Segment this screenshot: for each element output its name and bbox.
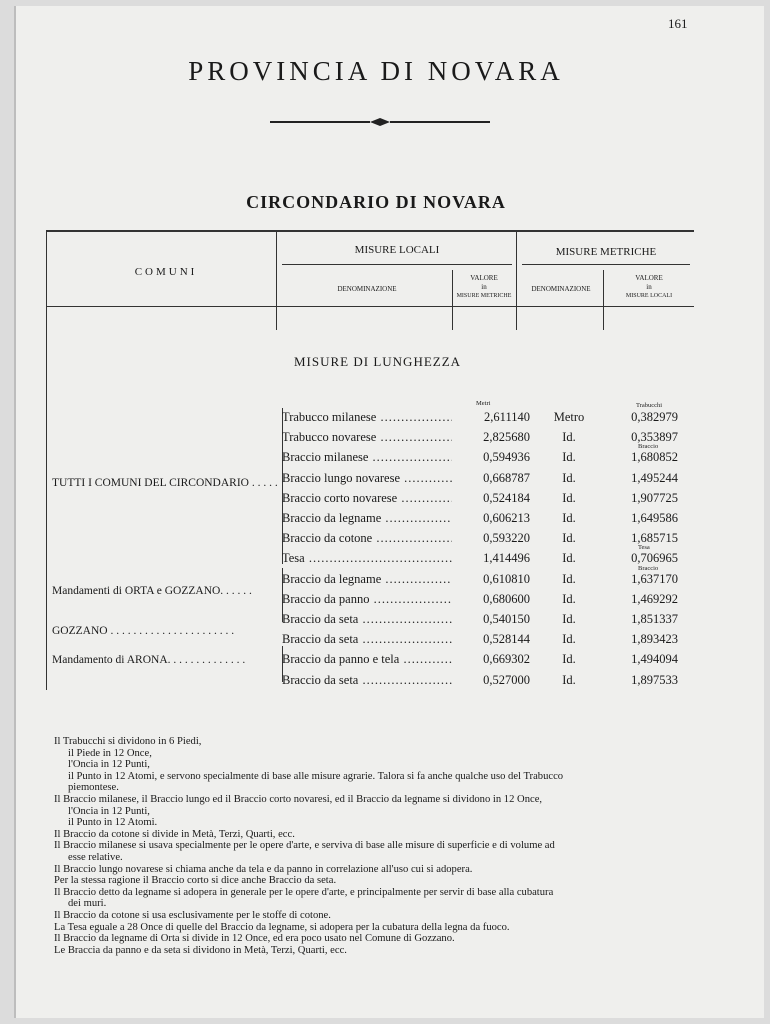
page-number: 161	[668, 16, 688, 31]
metric-unit: Id.	[562, 531, 576, 546]
metric-unit: Id.	[562, 511, 576, 525]
local-value: 0,353897	[631, 430, 678, 445]
unit-metri: Metri	[476, 400, 491, 407]
measure-name: Braccio da seta .....	[282, 673, 452, 688]
measure-name: Braccio da panno e tela .....	[282, 652, 452, 667]
table-row	[46, 410, 694, 428]
note-line: il Punto in 12 Atomi, e servono specialmente di base alle misure agrarie. Talora si fa anche qualche uso del Trabucco	[68, 770, 564, 782]
note-line: l'Oncia in 12 Punti,	[68, 805, 150, 817]
col-valore-local-line3: MISURE LOCALI	[625, 293, 673, 299]
measure-name: Braccio lungo novarese .....	[282, 471, 452, 486]
measure-name: Braccio milanese .....	[282, 450, 452, 465]
local-unit-note: Braccio	[638, 443, 659, 451]
note-line: La Tesa eguale a 28 Once di quelle del Braccio da legname, si adopera per la cubatura della legna da fuoco.	[54, 921, 510, 933]
local-value: 1,897533	[631, 672, 678, 687]
local-value: 1,893423	[631, 632, 678, 647]
metric-unit: Id.	[562, 571, 576, 586]
table-row	[46, 471, 694, 489]
note-line: dei muri.	[68, 898, 107, 910]
metric-unit: Id.	[562, 591, 576, 606]
note-line: piemontese.	[68, 782, 119, 794]
table-row	[46, 511, 694, 529]
metric-value: 0,606213	[483, 511, 530, 525]
ornament-divider	[270, 116, 490, 128]
note-line: il Punto in 12 Atomi.	[68, 817, 158, 829]
document-page	[14, 6, 764, 1018]
unit-trabucchi: Trabucchi	[636, 402, 663, 409]
table-row	[46, 544, 694, 569]
measure-name: Trabucco milanese .....	[282, 410, 452, 425]
metric-value: 0,528144	[483, 632, 530, 647]
note-line: Il Braccio milanese si usava specialmente per le opere d'arte, e serviva di base alle misure di superficie e di volume ad	[54, 840, 555, 852]
local-value: 1,637170	[631, 571, 678, 586]
metric-unit: Id.	[562, 652, 576, 667]
metric-unit: Id.	[562, 551, 576, 566]
col-valore-metric	[454, 274, 514, 301]
local-group-rule	[282, 264, 512, 265]
table-row	[46, 430, 694, 451]
note-line: Il Trabucchi si dividono in 6 Piedi,	[54, 736, 202, 747]
metric-unit: Id.	[562, 672, 576, 687]
local-value: 0,706965	[631, 551, 678, 566]
table-row	[46, 491, 694, 509]
note-line: esse relative.	[68, 851, 123, 863]
metric-group-rule	[522, 264, 690, 265]
metric-value: 0,669302	[483, 652, 530, 667]
table-row	[46, 443, 694, 468]
local-value: 1,495244	[631, 470, 678, 485]
local-value: 1,685715	[631, 531, 678, 546]
measure-name: Tesa .....	[282, 551, 452, 566]
metric-unit: Id.	[562, 612, 576, 626]
table-row	[46, 564, 694, 590]
table-row	[46, 592, 694, 610]
metric-unit: Id.	[562, 430, 576, 445]
comuni-divider	[276, 230, 277, 330]
col-valore-local-line1: VALORE	[635, 274, 663, 282]
local-value: 1,649586	[631, 511, 678, 525]
measure-name: Braccio corto novarese .....	[282, 491, 452, 506]
group-arona: Mandamento di ARONA. . . . . . . . . . . . . .	[52, 654, 246, 666]
note-line: Il Braccio da cotone si usa esclusivamente per le stoffe di cotone.	[54, 909, 331, 921]
section-misure-lunghezza: MISURE DI LUNGHEZZA	[294, 354, 462, 369]
footnotes	[54, 736, 676, 956]
col-valore-line1: VALORE	[470, 274, 498, 282]
metric-value: 0,594936	[483, 450, 530, 465]
metric-value: 2,611140	[484, 410, 530, 424]
local-value: 0,382979	[631, 410, 678, 424]
local-value: 1,907725	[631, 490, 678, 505]
local-value: 1,680852	[631, 450, 678, 465]
measure-name: Trabucco novarese .....	[282, 430, 452, 445]
table-top-rule	[46, 230, 694, 232]
col-group-metric: MISURE METRICHE	[555, 246, 657, 258]
metric-unit: Id.	[562, 450, 576, 465]
group-tutti-comuni: TUTTI I COMUNI DEL CIRCONDARIO . . . . .	[52, 477, 278, 489]
table-header-rule	[46, 306, 694, 307]
local-unit-note: Braccio	[638, 564, 659, 572]
metric-value: 0,668787	[483, 470, 530, 485]
note-line: il Piede in 12 Once,	[68, 747, 152, 759]
metric-unit: Id.	[562, 470, 576, 485]
metric-value: 0,524184	[483, 490, 530, 505]
metric-unit: Id.	[562, 632, 576, 647]
metric-value: 0,527000	[483, 672, 530, 687]
metric-value: 2,825680	[483, 430, 530, 445]
col-denominazione: DENOMINAZIONE	[337, 285, 397, 293]
note-line: l'Oncia in 12 Punti,	[68, 759, 150, 771]
measure-name: Braccio da panno .....	[282, 592, 452, 607]
metric-unit: Metro	[553, 410, 585, 424]
metric-value: 0,540150	[483, 612, 530, 626]
col-valore-line3: MISURE METRICHE	[456, 293, 512, 299]
table-row	[46, 632, 694, 650]
measure-name: Braccio da legname .....	[282, 572, 452, 587]
local-unit-note: Tesa	[638, 544, 650, 552]
measure-name: Braccio da seta .....	[282, 612, 452, 627]
metric-value: 0,680600	[483, 591, 530, 606]
metric-value: 1,414496	[483, 551, 530, 566]
section-heading: CIRCONDARIO DI NOVARA	[246, 192, 506, 212]
metric-value: 0,610810	[483, 571, 530, 586]
note-line: Il Braccio da legname di Orta si divide in 12 Once, ed era poco usato nel Comune di Gozzano.	[54, 933, 455, 945]
col-group-local: MISURE LOCALI	[354, 244, 440, 256]
note-line: Il Braccio da cotone si divide in Metà, Terzi, Quarti, ecc.	[54, 828, 295, 840]
table-row	[46, 531, 694, 552]
metric-col-divider	[603, 270, 604, 330]
measure-name: Braccio da legname .....	[282, 511, 452, 526]
metric-unit: Id.	[562, 490, 576, 505]
denom-valore-divider	[452, 270, 453, 330]
note-line: Per la stessa ragione il Braccio corto si dice anche Braccio da seta.	[54, 875, 337, 887]
col-valore-local-line2: in	[646, 283, 652, 291]
table-row	[46, 612, 694, 630]
page-title: PROVINCIA DI NOVARA	[188, 56, 564, 86]
measure-name: Braccio da cotone .....	[282, 531, 452, 546]
note-line: Le Braccia da panno e da seta si dividono in Metà, Terzi, Quarti, ecc.	[54, 944, 347, 956]
col-denominazione-metric: DENOMINAZIONE	[531, 285, 591, 293]
measures-table	[46, 230, 694, 690]
col-comuni: COMUNI	[134, 266, 198, 278]
local-value: 1,851337	[631, 612, 678, 626]
note-line: Il Braccio lungo novarese si chiama anche da tela e da panno in correlazione all'uso cui si adopera.	[54, 863, 473, 875]
note-line: Il Braccio milanese, il Braccio lungo ed il Braccio corto novaresi, ed il Braccio da legname si dividono in 12 Once,	[54, 793, 543, 805]
local-value: 1,469292	[631, 591, 678, 606]
note-line: Il Braccio detto da legname si adopera in generale per le opere d'arte, e principalmente per servir di base alla cubatura	[54, 886, 554, 898]
col-valore-local	[606, 274, 692, 301]
local-value: 1,494094	[631, 652, 678, 667]
table-row	[46, 673, 694, 691]
group-orta-gozzano: Mandamenti di ORTA e GOZZANO. . . . . .	[52, 585, 252, 597]
col-valore-line2: in	[481, 283, 487, 291]
measure-name: Braccio da seta .....	[282, 632, 452, 647]
group-gozzano: GOZZANO . . . . . . . . . . . . . . . . . . . . . .	[52, 625, 235, 637]
local-metric-divider	[516, 230, 517, 330]
table-row	[46, 652, 694, 670]
metric-value: 0,593220	[483, 531, 530, 546]
